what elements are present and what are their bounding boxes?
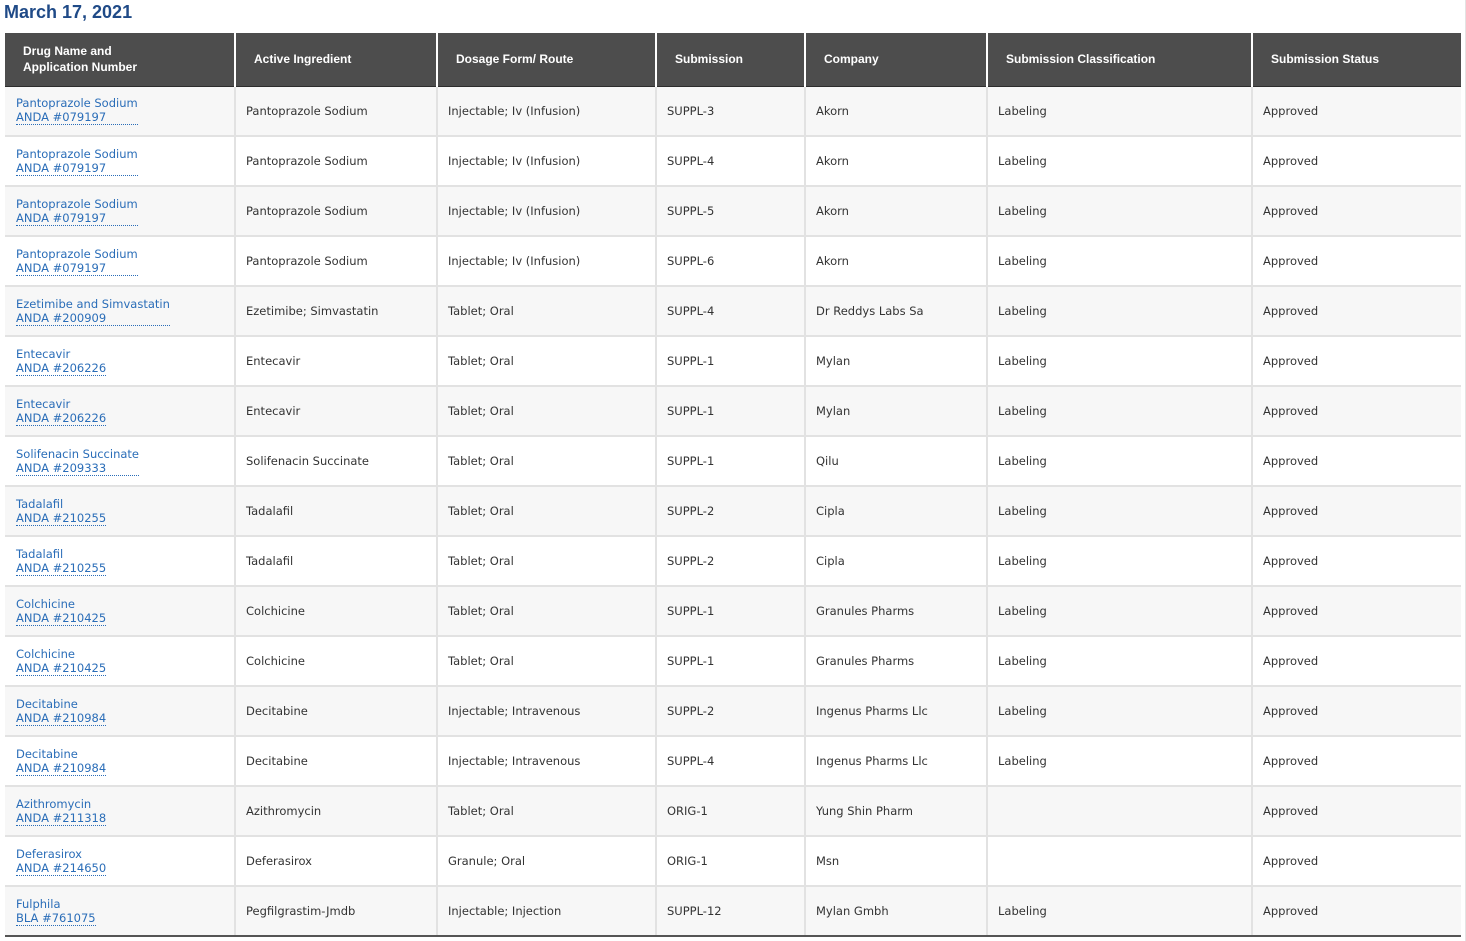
cell-submission: SUPPL-2 <box>656 536 805 586</box>
drug-application-link[interactable] <box>16 147 138 176</box>
drug-application-link[interactable] <box>16 897 96 926</box>
cell-status: Approved <box>1252 836 1461 886</box>
cell-classification: Labeling <box>987 436 1252 486</box>
cell-ingredient: Deferasirox <box>235 836 437 886</box>
drug-application-link[interactable] <box>16 647 106 676</box>
cell-ingredient: Tadalafil <box>235 486 437 536</box>
application-number: ANDA #079197 <box>16 160 107 175</box>
cell-classification: Labeling <box>987 236 1252 286</box>
cell-dosage: Tablet; Oral <box>437 486 656 536</box>
cell-ingredient: Pantoprazole Sodium <box>235 186 437 236</box>
cell-status: Approved <box>1252 736 1461 786</box>
application-number: ANDA #210425 <box>16 660 107 675</box>
table-row <box>5 386 1461 436</box>
cell-classification: Labeling <box>987 336 1252 386</box>
cell-submission: SUPPL-1 <box>656 336 805 386</box>
cell-status: Approved <box>1252 536 1461 586</box>
cell-dosage: Injectable; Iv (Infusion) <box>437 136 656 186</box>
cell-company: Akorn <box>805 86 987 136</box>
cell-drug <box>5 886 235 936</box>
cell-company: Cipla <box>805 536 987 586</box>
cell-dosage: Tablet; Oral <box>437 386 656 436</box>
cell-classification: Labeling <box>987 636 1252 686</box>
drug-application-link[interactable] <box>16 547 106 576</box>
cell-company: Ingenus Pharms Llc <box>805 686 987 736</box>
application-number: ANDA #210255 <box>16 510 107 525</box>
application-number: ANDA #200909 <box>16 310 107 325</box>
cell-drug <box>5 636 235 686</box>
cell-dosage: Granule; Oral <box>437 836 656 886</box>
cell-submission: SUPPL-1 <box>656 386 805 436</box>
application-number: BLA #761075 <box>16 910 96 925</box>
drug-application-link[interactable] <box>16 397 106 426</box>
cell-ingredient: Ezetimibe; Simvastatin <box>235 286 437 336</box>
cell-drug <box>5 236 235 286</box>
drug-name: Colchicine <box>16 596 75 611</box>
drug-name: Decitabine <box>16 696 78 711</box>
column-header-company: Company <box>805 33 987 86</box>
cell-drug <box>5 586 235 636</box>
column-header-classification: Submission Classification <box>987 33 1252 86</box>
cell-dosage: Tablet; Oral <box>437 636 656 686</box>
table-row <box>5 536 1461 586</box>
cell-submission: SUPPL-1 <box>656 436 805 486</box>
cell-submission: SUPPL-12 <box>656 886 805 936</box>
drug-name: Pantoprazole Sodium <box>16 196 138 211</box>
table-body <box>5 86 1461 936</box>
cell-ingredient: Decitabine <box>235 736 437 786</box>
drug-name: Pantoprazole Sodium <box>16 146 138 161</box>
table-row <box>5 886 1461 936</box>
cell-company: Mylan <box>805 336 987 386</box>
application-number: ANDA #079197 <box>16 260 107 275</box>
cell-ingredient: Pegfilgrastim-Jmdb <box>235 886 437 936</box>
cell-dosage: Injectable; Iv (Infusion) <box>437 86 656 136</box>
cell-drug <box>5 186 235 236</box>
cell-drug <box>5 336 235 386</box>
table-row <box>5 86 1461 136</box>
cell-ingredient: Tadalafil <box>235 536 437 586</box>
column-header-ingredient: Active Ingredient <box>235 33 437 86</box>
cell-classification: Labeling <box>987 186 1252 236</box>
cell-ingredient: Decitabine <box>235 686 437 736</box>
table-row <box>5 286 1461 336</box>
table-row <box>5 436 1461 486</box>
cell-company: Akorn <box>805 136 987 186</box>
cell-company: Akorn <box>805 186 987 236</box>
drug-name: Entecavir <box>16 346 71 361</box>
application-number: ANDA #210255 <box>16 560 107 575</box>
drug-name: Decitabine <box>16 746 78 761</box>
cell-ingredient: Entecavir <box>235 386 437 436</box>
cell-submission: SUPPL-4 <box>656 736 805 786</box>
cell-drug <box>5 436 235 486</box>
cell-dosage: Injectable; Iv (Infusion) <box>437 186 656 236</box>
approvals-table-container <box>5 33 1461 937</box>
application-number: ANDA #206226 <box>16 360 107 375</box>
drug-name: Colchicine <box>16 646 75 661</box>
drug-application-link[interactable] <box>16 597 106 626</box>
table-row <box>5 486 1461 536</box>
drug-name: Azithromycin <box>16 796 92 811</box>
cell-ingredient: Pantoprazole Sodium <box>235 86 437 136</box>
application-number: ANDA #079197 <box>16 110 107 125</box>
cell-company: Mylan Gmbh <box>805 886 987 936</box>
cell-status: Approved <box>1252 436 1461 486</box>
table-row <box>5 336 1461 386</box>
cell-dosage: Injectable; Intravenous <box>437 736 656 786</box>
drug-application-link[interactable] <box>16 697 106 726</box>
cell-status: Approved <box>1252 286 1461 336</box>
cell-status: Approved <box>1252 686 1461 736</box>
drug-name: Fulphila <box>16 896 61 911</box>
cell-submission: SUPPL-1 <box>656 586 805 636</box>
cell-company: Akorn <box>805 236 987 286</box>
drug-application-link[interactable] <box>16 96 138 125</box>
drug-application-link[interactable] <box>16 447 139 476</box>
cell-drug <box>5 736 235 786</box>
cell-status: Approved <box>1252 486 1461 536</box>
cell-status: Approved <box>1252 636 1461 686</box>
cell-ingredient: Colchicine <box>235 586 437 636</box>
drug-application-link[interactable] <box>16 497 106 526</box>
cell-submission: SUPPL-5 <box>656 186 805 236</box>
cell-dosage: Tablet; Oral <box>437 786 656 836</box>
cell-submission: SUPPL-3 <box>656 86 805 136</box>
cell-classification: Labeling <box>987 886 1252 936</box>
table-row <box>5 736 1461 786</box>
drug-application-link[interactable] <box>16 347 106 376</box>
cell-status: Approved <box>1252 136 1461 186</box>
application-number: ANDA #079197 <box>16 210 107 225</box>
cell-ingredient: Colchicine <box>235 636 437 686</box>
table-row <box>5 636 1461 686</box>
cell-classification: Labeling <box>987 686 1252 736</box>
drug-name: Ezetimibe and Simvastatin <box>16 296 170 311</box>
table-row <box>5 236 1461 286</box>
cell-submission: SUPPL-4 <box>656 136 805 186</box>
drug-application-link[interactable] <box>16 247 138 276</box>
cell-dosage: Tablet; Oral <box>437 336 656 386</box>
cell-drug <box>5 386 235 436</box>
cell-status: Approved <box>1252 86 1461 136</box>
cell-dosage: Tablet; Oral <box>437 586 656 636</box>
drug-name: Deferasirox <box>16 846 82 861</box>
date-heading: March 17, 2021 <box>4 2 133 22</box>
cell-company: Msn <box>805 836 987 886</box>
cell-company: Qilu <box>805 436 987 486</box>
table-row <box>5 786 1461 836</box>
cell-ingredient: Pantoprazole Sodium <box>235 236 437 286</box>
cell-company: Mylan <box>805 386 987 436</box>
cell-status: Approved <box>1252 236 1461 286</box>
column-header-dosage: Dosage Form/ Route <box>437 33 656 86</box>
cell-classification: Labeling <box>987 736 1252 786</box>
column-header-status: Submission Status <box>1252 33 1461 86</box>
cell-status: Approved <box>1252 786 1461 836</box>
cell-classification: Labeling <box>987 586 1252 636</box>
cell-ingredient: Solifenacin Succinate <box>235 436 437 486</box>
cell-submission: SUPPL-6 <box>656 236 805 286</box>
cell-submission: SUPPL-2 <box>656 686 805 736</box>
cell-dosage: Injectable; Injection <box>437 886 656 936</box>
drug-application-link[interactable] <box>16 747 106 776</box>
application-number: ANDA #206226 <box>16 410 107 425</box>
cell-classification: Labeling <box>987 486 1252 536</box>
drug-application-link[interactable] <box>16 797 106 826</box>
cell-drug <box>5 86 235 136</box>
cell-dosage: Tablet; Oral <box>437 436 656 486</box>
cell-classification <box>987 836 1252 886</box>
drug-name: Tadalafil <box>16 496 64 511</box>
drug-application-link[interactable] <box>16 847 106 876</box>
table-header <box>5 33 1461 86</box>
table-row <box>5 836 1461 886</box>
table-row <box>5 586 1461 636</box>
cell-classification: Labeling <box>987 286 1252 336</box>
cell-dosage: Injectable; Iv (Infusion) <box>437 236 656 286</box>
drug-name: Pantoprazole Sodium <box>16 246 138 261</box>
cell-classification: Labeling <box>987 386 1252 436</box>
cell-drug <box>5 836 235 886</box>
cell-status: Approved <box>1252 336 1461 386</box>
cell-dosage: Tablet; Oral <box>437 536 656 586</box>
application-number: ANDA #211318 <box>16 810 107 825</box>
cell-drug <box>5 136 235 186</box>
cell-submission: ORIG-1 <box>656 836 805 886</box>
drug-name: Solifenacin Succinate <box>16 446 139 461</box>
application-number: ANDA #209333 <box>16 460 107 475</box>
cell-company: Dr Reddys Labs Sa <box>805 286 987 336</box>
drug-application-link[interactable] <box>16 297 170 326</box>
cell-classification <box>987 786 1252 836</box>
header-row <box>5 33 1461 86</box>
cell-drug <box>5 536 235 586</box>
cell-company: Granules Pharms <box>805 636 987 686</box>
table-row <box>5 136 1461 186</box>
cell-status: Approved <box>1252 586 1461 636</box>
cell-company: Yung Shin Pharm <box>805 786 987 836</box>
column-header-drug-line2: Application Number <box>23 60 138 75</box>
cell-submission: SUPPL-4 <box>656 286 805 336</box>
cell-submission: SUPPL-2 <box>656 486 805 536</box>
cell-status: Approved <box>1252 386 1461 436</box>
table-row <box>5 686 1461 736</box>
application-number: ANDA #214650 <box>16 860 107 875</box>
cell-drug <box>5 486 235 536</box>
cell-ingredient: Azithromycin <box>235 786 437 836</box>
cell-company: Ingenus Pharms Llc <box>805 736 987 786</box>
cell-status: Approved <box>1252 886 1461 936</box>
cell-company: Granules Pharms <box>805 586 987 636</box>
cell-submission: SUPPL-1 <box>656 636 805 686</box>
cell-ingredient: Pantoprazole Sodium <box>235 136 437 186</box>
drug-name: Tadalafil <box>16 546 64 561</box>
application-number: ANDA #210984 <box>16 710 107 725</box>
application-number: ANDA #210984 <box>16 760 107 775</box>
cell-classification: Labeling <box>987 536 1252 586</box>
cell-classification: Labeling <box>987 86 1252 136</box>
application-number: ANDA #210425 <box>16 610 107 625</box>
cell-drug <box>5 686 235 736</box>
cell-drug <box>5 286 235 336</box>
drug-application-link[interactable] <box>16 197 138 226</box>
cell-drug <box>5 786 235 836</box>
cell-status: Approved <box>1252 186 1461 236</box>
cell-submission: ORIG-1 <box>656 786 805 836</box>
approvals-table <box>5 33 1461 937</box>
column-header-drug <box>5 33 235 86</box>
cell-classification: Labeling <box>987 136 1252 186</box>
drug-name: Entecavir <box>16 396 71 411</box>
table-row <box>5 186 1461 236</box>
cell-dosage: Injectable; Intravenous <box>437 686 656 736</box>
cell-ingredient: Entecavir <box>235 336 437 386</box>
cell-dosage: Tablet; Oral <box>437 286 656 336</box>
column-header-submission: Submission <box>656 33 805 86</box>
drug-name: Pantoprazole Sodium <box>16 96 138 111</box>
column-header-drug-line1: Drug Name and <box>23 44 112 59</box>
cell-company: Cipla <box>805 486 987 536</box>
